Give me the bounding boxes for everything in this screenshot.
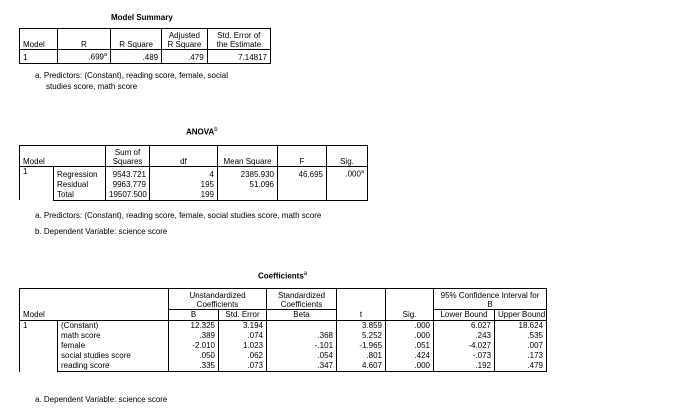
anova-cell-df: 195 — [150, 180, 218, 190]
coef-cell-se: .074 — [219, 331, 267, 341]
coef-header-b: B — [169, 310, 219, 321]
anova-cell-f: 46.695 — [278, 167, 327, 180]
coef-header-sig-top — [386, 289, 434, 310]
coef-cell-lower: 6.027 — [434, 321, 495, 332]
anova-header-model: Model — [20, 146, 54, 167]
coef-header-sig: Sig. — [386, 310, 434, 321]
coef-cell-lower: -4.027 — [434, 341, 495, 351]
coef-cell-se: 3.194 — [219, 321, 267, 332]
coef-cell-b: .335 — [169, 361, 219, 372]
coef-cell-sig: .051 — [386, 341, 434, 351]
coef-cell-beta: .054 — [267, 351, 337, 361]
coef-cell-se: .062 — [219, 351, 267, 361]
coef-cell-sig: .424 — [386, 351, 434, 361]
anova-cell-sig: .000$^a$ — [327, 167, 368, 180]
anova-cell-sum-sq: 9543.721 — [106, 167, 150, 180]
ms-adjusted-value: .479 — [162, 50, 208, 64]
ms-header-r-square: R Square — [111, 29, 162, 50]
anova-footnote-a: a. Predictors: (Constant), reading score, female, social studies score, math score — [35, 211, 322, 220]
anova-footnote-b: b. Dependent Variable: science score — [35, 227, 168, 236]
anova-row-label: Residual — [54, 180, 106, 190]
anova-cell-sum-sq: 19507.500 — [106, 190, 150, 201]
ms-footnote-a-line2: studies score, math score — [46, 82, 138, 91]
coefficients-title: Coefficients$^a$ — [258, 271, 308, 281]
coef-cell-b: .389 — [169, 331, 219, 341]
coef-cell-lower: .243 — [434, 331, 495, 341]
coef-header-upper-bound: Upper Bound — [495, 310, 547, 321]
coef-header-standardized — [267, 289, 337, 310]
coef-header-t: t — [337, 310, 386, 321]
coef-cell-sig: .000 — [386, 331, 434, 341]
coef-header-label-top — [58, 289, 169, 310]
coef-cell-beta — [267, 321, 337, 332]
coef-header-unstandardized-line1: Unstandardized — [189, 291, 246, 300]
coef-cell-upper: 18.624 — [495, 321, 547, 332]
coef-header-ci: 95% Confidence Interval for B — [434, 289, 547, 310]
coef-cell-upper: .007 — [495, 341, 547, 351]
coef-header-standardized-line1: Standardized — [277, 291, 326, 300]
anova-row-label: Regression — [54, 167, 106, 180]
coef-cell-b: .050 — [169, 351, 219, 361]
coef-cell-t: 3.859 — [337, 321, 386, 332]
anova-row-label: Total — [54, 190, 106, 201]
anova-header-sum-squares — [106, 146, 150, 167]
coef-header-model: Model — [20, 310, 58, 321]
coef-cell-sig: .000 — [386, 321, 434, 332]
anova-model-number: 1 — [20, 167, 54, 201]
anova-header-mean-square: Mean Square — [218, 146, 278, 167]
anova-cell-f — [278, 180, 327, 190]
anova-table — [19, 145, 368, 201]
coef-header-std-error: Std. Error — [219, 310, 267, 321]
coef-cell-t: 5.252 — [337, 331, 386, 341]
coef-cell-sig: .000 — [386, 361, 434, 372]
coef-cell-lower: -.073 — [434, 351, 495, 361]
coef-footnote-a: a. Dependent Variable: science score — [35, 395, 168, 404]
ms-std-error-value: 7.14817 — [207, 50, 270, 64]
coef-cell-upper: .173 — [495, 351, 547, 361]
ms-header-std-error-line2: the Estimate — [216, 40, 262, 49]
anova-cell-mean-sq — [218, 190, 278, 201]
coef-row-label: (Constant) — [58, 321, 169, 332]
ms-header-adjusted-line2: R Square — [167, 40, 202, 49]
coef-model-number: 1 — [20, 321, 58, 372]
ms-header-adjusted-line1: Adjusted — [168, 31, 200, 40]
ms-header-model: Model — [20, 29, 58, 50]
coef-header-standardized-line2: Coefficients — [280, 300, 323, 309]
coef-header-lower-bound: Lower Bound — [434, 310, 495, 321]
anova-cell-mean-sq: 2385.930 — [218, 167, 278, 180]
coef-row-label: math score — [58, 331, 169, 341]
ms-header-adjusted-r-square — [162, 29, 208, 50]
coef-cell-b: 12.325 — [169, 321, 219, 332]
ms-header-std-error — [207, 29, 270, 50]
ms-footnote-a-line1: a. Predictors: (Constant), reading score, female, social — [35, 71, 228, 80]
anova-header-sum-squares-line1: Sum of — [114, 148, 141, 157]
anova-header-sum-squares-line2: Squares — [112, 157, 143, 166]
coef-cell-lower: .192 — [434, 361, 495, 372]
ms-r-square-value: .489 — [111, 50, 162, 64]
coef-cell-t: -1.965 — [337, 341, 386, 351]
coef-cell-b: -2.010 — [169, 341, 219, 351]
ms-r-value: .699$^a$ — [57, 50, 110, 64]
anova-cell-sig — [327, 180, 368, 190]
coef-cell-upper: .479 — [495, 361, 547, 372]
model-summary-table — [19, 28, 271, 64]
coef-cell-beta: .368 — [267, 331, 337, 341]
coef-row-label: reading score — [58, 361, 169, 372]
anova-header-df: df — [150, 146, 218, 167]
anova-cell-mean-sq: 51.096 — [218, 180, 278, 190]
ms-header-std-error-line1: Std. Error of — [217, 31, 261, 40]
coef-header-label-blank — [58, 310, 169, 321]
anova-cell-f — [278, 190, 327, 201]
coef-cell-se: .073 — [219, 361, 267, 372]
anova-header-f: F — [278, 146, 327, 167]
coef-header-unstandardized — [169, 289, 267, 310]
anova-cell-sum-sq: 9963.779 — [106, 180, 150, 190]
anova-cell-df: 4 — [150, 167, 218, 180]
anova-cell-sig — [327, 190, 368, 201]
coef-cell-t: .801 — [337, 351, 386, 361]
coef-cell-beta: -.101 — [267, 341, 337, 351]
coef-header-t-top — [337, 289, 386, 310]
anova-cell-df: 199 — [150, 190, 218, 201]
coef-header-beta: Beta — [267, 310, 337, 321]
coef-header-unstandardized-line2: Coefficients — [196, 300, 239, 309]
coef-row-label: female — [58, 341, 169, 351]
anova-header-sig: Sig. — [327, 146, 368, 167]
coef-cell-upper: .535 — [495, 331, 547, 341]
ms-header-r: R — [57, 29, 110, 50]
coefficients-table — [19, 288, 547, 372]
anova-header-blank — [54, 146, 106, 167]
model-summary-title: Model Summary — [111, 13, 173, 22]
coef-cell-se: 1.023 — [219, 341, 267, 351]
coef-header-model-top — [20, 289, 58, 310]
coef-cell-t: 4.607 — [337, 361, 386, 372]
coef-cell-beta: .347 — [267, 361, 337, 372]
ms-model-number: 1 — [20, 50, 58, 64]
coef-row-label: social studies score — [58, 351, 169, 361]
anova-title: ANOVA$^b$ — [186, 127, 218, 137]
